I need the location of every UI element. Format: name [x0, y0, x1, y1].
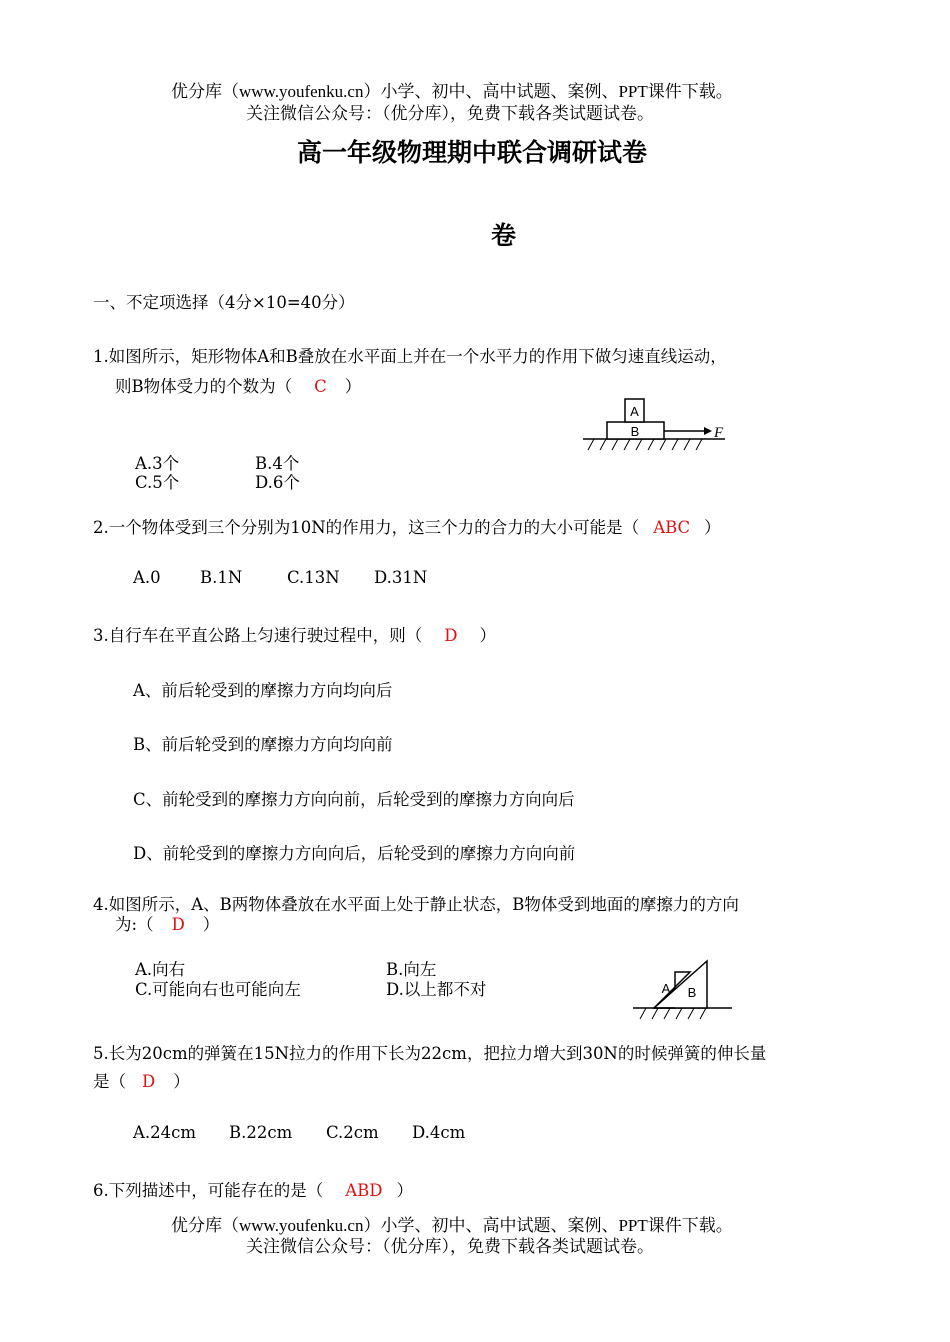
q5-option-b: B.22cm: [229, 1123, 293, 1142]
q5-option-c: C.2cm: [326, 1123, 379, 1142]
q1-stem-line-2: 则B物体受力的个数为（ C ）: [115, 377, 362, 396]
footer-line-2: 关注微信公众号：（优分库），免费下载各类试题试卷。: [246, 1237, 654, 1256]
q5-stem-line-2: 是（ D ）: [93, 1072, 190, 1091]
q1-figure: [580, 395, 730, 455]
q4-option-d: D.以上都不对: [386, 980, 487, 999]
q1-label-a: A: [630, 404, 639, 419]
q1-label-f: F: [714, 425, 724, 441]
q4-option-c: C.可能向右也可能向左: [135, 980, 301, 999]
q4-ground-hatch: [640, 1008, 706, 1019]
q4-label-b: B: [687, 985, 697, 1000]
q3-option-a: A、前后轮受到的摩擦力方向均向后: [133, 681, 393, 700]
q4-stem-line-2: 为:（ D ）: [115, 915, 220, 934]
page-title-continued: 卷: [491, 221, 517, 250]
q1-option-a: A.3个: [135, 454, 180, 473]
q4-figure: [630, 955, 740, 1025]
q1-label-b: B: [630, 424, 640, 439]
q5-option-a: A.24cm: [133, 1123, 197, 1142]
q5-answer: D: [142, 1072, 156, 1091]
q4-option-b: B.向左: [386, 960, 437, 979]
q5-stem-line-1: 5.长为20cm的弹簧在15N拉力的作用下长为22cm，把拉力增大到30N的时候弹簧的伸长量: [93, 1044, 767, 1063]
q1-option-b: B.4个: [255, 454, 300, 473]
section-heading: 一、不定项选择（4分×10=40分）: [93, 293, 355, 312]
page-title: 高一年级物理期中联合调研试卷: [297, 138, 648, 167]
q2-answer: ABC: [653, 518, 691, 537]
q4-label-a: A: [661, 981, 671, 996]
q3-answer: D: [444, 626, 458, 645]
q4-stem-line-1: 4.如图所示，A、B两物体叠放在水平面上处于静止状态，B物体受到地面的摩擦力的方向: [93, 895, 739, 914]
q4-option-a: A.向右: [135, 960, 186, 979]
q1-answer: C: [314, 377, 327, 396]
q4-answer: D: [171, 915, 185, 934]
q1-option-d: D.6个: [255, 473, 300, 492]
q2-option-d: D.31N: [374, 568, 428, 587]
q6-stem: 6.下列描述中，可能存在的是（ ABD ）: [93, 1181, 414, 1200]
q1-stem-line-1: 1.如图所示，矩形物体A和B叠放在水平面上并在一个水平力的作用下做匀速直线运动，: [93, 347, 727, 366]
q5-option-d: D.4cm: [412, 1123, 466, 1142]
q2-option-a: A.0: [133, 568, 161, 587]
q2-option-c: C.13N: [287, 568, 340, 587]
q3-option-b: B、前后轮受到的摩擦力方向均向前: [133, 735, 393, 754]
q1-arrowhead: [704, 427, 712, 435]
q2-option-b: B.1N: [200, 568, 243, 587]
q2-stem: 2.一个物体受到三个分别为10N的作用力，这三个力的合力的大小可能是（ ABC ）: [93, 518, 721, 537]
q6-answer: ABD: [345, 1181, 383, 1200]
q3-stem: 3.自行车在平直公路上匀速行驶过程中，则（ D ）: [93, 626, 496, 645]
q1-option-c: C.5个: [135, 473, 180, 492]
q3-option-d: D、前轮受到的摩擦力方向向后，后轮受到的摩擦力方向向前: [133, 844, 576, 863]
q3-option-c: C、前轮受到的摩擦力方向向前，后轮受到的摩擦力方向向后: [133, 790, 575, 809]
header-line-2: 关注微信公众号：（优分库），免费下载各类试题试卷。: [246, 104, 654, 123]
q1-ground-hatch: [588, 439, 702, 450]
header-line-1: 优分库（www.youfenku.cn）小学、初中、高中试题、案例、PPT课件下载。: [171, 82, 733, 101]
footer-line-1: 优分库（www.youfenku.cn）小学、初中、高中试题、案例、PPT课件下载。: [171, 1216, 733, 1235]
